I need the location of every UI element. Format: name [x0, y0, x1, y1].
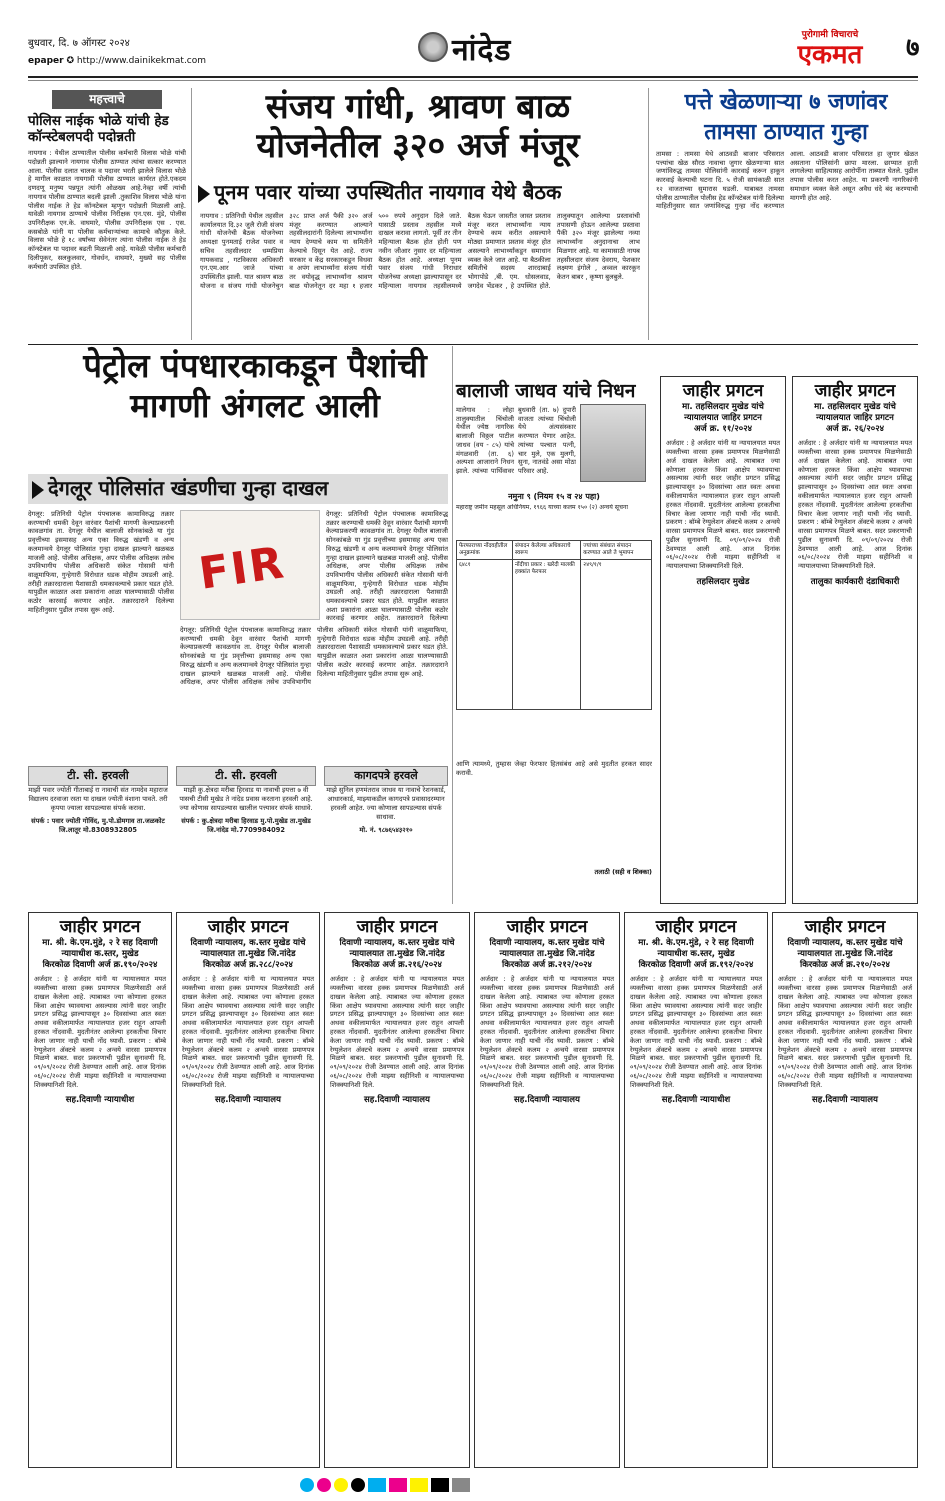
city-name: नांदेड	[452, 33, 512, 68]
masthead-rule-thin	[28, 80, 918, 81]
important-tag: महत्त्वाचे	[52, 90, 162, 109]
notice-right-1	[660, 376, 786, 904]
ad-tc-lost-1-label: टी. सी. हरवली	[28, 766, 168, 786]
brand-tagline: पुरोगामी विचाराचे	[801, 30, 859, 40]
color-registration-bar	[300, 1478, 470, 1492]
notice-court: मा. तहसिलदार मुखेड यांचे न्यायालयात जाहिर प्रगटन	[682, 402, 764, 424]
arrow-icon	[198, 185, 210, 203]
notice-title: जाहीर प्रगटन	[207, 917, 289, 937]
ad-docs-lost	[324, 786, 448, 904]
notice-title: जाहीर प्रगटन	[59, 917, 141, 937]
notice-sign: सह.दिवाणी न्यायालय	[364, 1095, 430, 1106]
section-rule	[28, 344, 918, 345]
form-title: नमुना ९ (नियम १५ व २४ पहा)	[508, 492, 600, 501]
epaper-label: epaper	[28, 56, 64, 66]
notice-sign: सह.दिवाणी न्यायालय	[215, 1095, 281, 1106]
lead-subhead	[198, 180, 638, 205]
notice-right-2	[792, 376, 918, 904]
notice-case: किरकोळ दिवाणी अर्ज क्र.१९०/२०२४	[42, 960, 158, 971]
yellow-swatch-icon	[410, 1478, 428, 1492]
notice-case: किरकोळ अर्ज क्र.२८८/२०२४	[203, 960, 293, 971]
issue-date: बुधवार, दि. ७ ऑगस्ट २०२४	[28, 38, 130, 49]
notice-bottom-5	[624, 912, 768, 1468]
notice-bottom-2	[176, 912, 320, 1468]
notice-bottom-6	[772, 912, 918, 1468]
petrol-body-col3: देगलूर: प्रतिनिधी पेट्रोल पंपचालक कामाविरुद्ध तक्रार करण्याची धमकी देवून वारंवार पैशांची मागणी केल्याप्रकरणी कावळगांव ता. देगलूर येथील बालाजी सोनकांबळे या गुंड प्रवृत्तीच्या इसमासह अन्य एका विरुद्ध खंडणी व अन्य कलमान्वये देगलूर पोलिसांत गुन्हा दाखल झाल्याने खळबळ माजली आहे. पोलीस अधिक्षक, अपर पोलीस अधिक्षक तसेच उपविभागीय पोलीस अधिकारी संकेत गोसावी यांनी वाळूमाफिया, गुन्हेगारी विरोधात धडक मोहीम उघडली आहे. तरीही तक्रारदाराला पैशासाठी धमकावल्याचे प्रकार घडत होते. यापुढील काळात अशा प्रकारांना आळा घालण्यासाठी पोलीस कठोर कारवाई करणार आहेत. तक्रारदाराने दिलेल्या	[326, 510, 448, 622]
petrol-subhead	[28, 474, 448, 504]
lead-headline: संजय गांधी, श्रावण बाळ योजनेतील ३२० अर्ज मंजूर	[256, 87, 580, 167]
notice-title: जाहीर प्रगटन	[814, 381, 896, 401]
ad-contact: मो. नं. ९८७६५४३२१०	[359, 825, 413, 834]
table-header-cell: फेरफाराच्या नोंदवहीतील अनुक्रमांक	[457, 541, 513, 560]
fir-image	[180, 510, 320, 620]
notice-body: अर्जदार : हे अर्जदार यांनी या न्यायालयात मयत व्यक्तीच्या वारसा हक्क प्रमाणपत्र मिळणेसाठी अर्ज दाखल केलेला आहे. त्याबाबत ज्या कोणाला हरकत किंवा आक्षेप घ्यावयाचा असल्यास त्यांनी सदर जाहीर प्रगटन प्रसिद्ध झाल्यापासून ३० दिवसांच्या आत स्वतः अथवा वकीलामार्फत न्यायालयात हजर राहून आपली हरकत नोंदवावी. मुदतीनंतर आलेल्या हरकतीचा विचार केला जाणार नाही याची नोंद घ्यावी. प्रकरण : बॉम्बे रेग्युलेशन ॲक्टचे कलम २ अन्वये वारसा प्रमाणपत्र मिळणे बाबत. सदर प्रकरणाची पुढील सुनावणी दि. ०९/०९/२०२४ रोजी ठेवण्यात आली आहे. आज दिनांक ०६/०८/२०२४ रोजी माझ्या सहीनिशी व न्यायालयाच्या शिक्क्यानिशी दिले.	[182, 975, 314, 1089]
table-header-cell: संपादन केलेल्या अधिकाराचे स्वरूप	[512, 541, 580, 560]
notice-case: किरकोळ दिवाणी अर्ज क्र.१९२/२०२४	[638, 960, 754, 971]
table-header-row	[457, 541, 652, 560]
petrol-body-col2: देगलूर: प्रतिनिधी पेट्रोल पंपचालक कामाविरुद्ध तक्रार करण्याची धमकी देवून वारंवार पैशांची मागणी केल्याप्रकरणी कावळगांव ता. देगलूर येथील बालाजी सोनकांबळे या गुंड प्रवृत्तीच्या इसमासह अन्य एका विरुद्ध खंडणी व अन्य कलमान्वये देगलूर पोलिसांत गुन्हा दाखल झाल्याने खळबळ माजली आहे. पोलीस अधिक्षक, अपर पोलीस अधिक्षक तसेच उपविभागीय पोलीस अधिकारी संकेत गोसावी यांनी वाळूमाफिया, गुन्हेगारी विरोधात धडक मोहीम उघडली आहे. तरीही तक्रारदाराला पैशासाठी धमकावल्याचे प्रकार घडत होते. यापुढील काळात अशा प्रकारांना आळा घालण्यासाठी पोलीस कठोर कारवाई करणार आहेत. तक्रारदाराने दिलेल्या माहितीनुसार पुढील तपास सुरू आहे.	[180, 626, 448, 687]
column-divider	[191, 88, 192, 340]
masthead-rule	[28, 76, 918, 78]
notice-body: अर्जदार : हे अर्जदार यांनी या न्यायालयात मयत व्यक्तीच्या वारसा हक्क प्रमाणपत्र मिळणेसाठी अर्ज दाखल केलेला आहे. त्याबाबत ज्या कोणाला हरकत किंवा आक्षेप घ्यावयाचा असल्यास त्यांनी सदर जाहीर प्रगटन प्रसिद्ध झाल्यापासून ३० दिवसांच्या आत स्वतः अथवा वकीलामार्फत न्यायालयात हजर राहून आपली हरकत नोंदवावी. मुदतीनंतर आलेल्या हरकतीचा विचार केला जाणार नाही याची नोंद घ्यावी. प्रकरण : बॉम्बे रेग्युलेशन ॲक्टचे कलम २ अन्वये वारसा प्रमाणपत्र मिळणे बाबत. सदर प्रकरणाची पुढील सुनावणी दि. ०९/०९/२०२४ रोजी ठेवण्यात आली आहे. आज दिनांक ०६/०८/२०२४ रोजी माझ्या सहीनिशी व न्यायालयाच्या शिक्क्यानिशी दिले.	[330, 975, 464, 1089]
notice-court: दिवाणी न्यायालय, क.स्तर मुखेड यांचे न्यायालयात ता.मुखेड जि.नांदेड	[787, 938, 903, 960]
notice-sign: सह.दिवाणी न्यायालय	[812, 1095, 878, 1106]
ad-body: माझी पवार ज्योती गीताबाई रा नावाची संत नामदेव महाराज विद्यालय दरवाजा रस्ता या दाखल ज्योती वंशाना पावते. तरी कृपया ज्याला सापडल्यास संपर्क करावा.	[28, 786, 168, 812]
page-number: ७	[906, 33, 920, 63]
obit-body: मालेगाव : लोहा तालुक्यातील चिंचोली येथील ज्येष्ठ नागरिक बालाजी विठ्ठल पाटील जाधव (वय - ८५) यांचे मंगळवारी (ता. ६) अल्पशा आजाराने निधन झाले. त्यांच्या पार्थिवावर बुधवारी (ता. ७) दुपारी वाजता त्यांच्या चिंचोली येथे अंत्यसंस्कार करण्यात येणार आहेत. त्यांच्या पश्चात पत्नी, चार मुले, एक मुलगी, सुना, नातवंडे असा मोठा परिवार आहे.	[456, 406, 576, 475]
yellow-mark-icon	[334, 1478, 348, 1492]
table-cell: २४९/१/१	[581, 559, 652, 709]
ad-tc-lost-1	[28, 786, 168, 904]
notice-body: अर्जदार : हे अर्जदार यांनी या न्यायालयात मयत व्यक्तीच्या वारसा हक्क प्रमाणपत्र मिळणेसाठी अर्ज दाखल केलेला आहे. त्याबाबत ज्या कोणाला हरकत किंवा आक्षेप घ्यावयाचा असल्यास त्यांनी सदर जाहीर प्रगटन प्रसिद्ध झाल्यापासून ३० दिवसांच्या आत स्वतः अथवा वकीलामार्फत न्यायालयात हजर राहून आपली हरकत नोंदवावी. मुदतीनंतर आलेल्या हरकतीचा विचार केला जाणार नाही याची नोंद घ्यावी. प्रकरण : बॉम्बे रेग्युलेशन ॲक्टचे कलम २ अन्वये वारसा प्रमाणपत्र मिळणे बाबत. सदर प्रकरणाची पुढील सुनावणी दि. ०९/०९/२०२४ रोजी ठेवण्यात आली आहे. आज दिनांक ०६/०८/२०२४ रोजी माझ्या सहीनिशी व न्यायालयाच्या शिक्क्यानिशी दिले.	[778, 975, 912, 1089]
petrol-body-col1: देगलूर: प्रतिनिधी पेट्रोल पंपचालक कामाविरुद्ध तक्रार करण्याची धमकी देवून वारंवार पैशांची मागणी केल्याप्रकरणी कावळगांव ता. देगलूर येथील बालाजी सोनकांबळे या गुंड प्रवृत्तीच्या इसमासह अन्य एका विरुद्ध खंडणी व अन्य कलमान्वये देगलूर पोलिसांत गुन्हा दाखल झाल्याने खळबळ माजली आहे. पोलीस अधिक्षक, अपर पोलीस अधिक्षक तसेच उपविभागीय पोलीस अधिकारी संकेत गोसावी यांनी वाळूमाफिया, गुन्हेगारी विरोधात धडक मोहीम उघडली आहे. तरीही तक्रारदाराला पैशासाठी धमकावल्याचे प्रकार घडत होते. यापुढील काळात अशा प्रकारांना आळा घालण्यासाठी पोलीस कठोर कारवाई करणार आहेत. तक्रारदाराने दिलेल्या माहितीनुसार पुढील तपास सुरू आहे.	[28, 510, 174, 614]
ad-tc-lost-2-label: टी. सी. हरवली	[176, 766, 316, 786]
ad-contact: संपर्क : पवार ज्योती गोविंद, मु.पो.डोमगाव ता.जळकोट जि.लातूर मो.8308932805	[31, 816, 165, 834]
notice-case: किरकोळ अर्ज क्र.२१२/२०२४	[502, 960, 592, 971]
notice-case: किरकोळ अर्ज क्र.२१०/२०२४	[800, 960, 890, 971]
obit-headline: बालाजी जाधव यांचे निधन	[456, 380, 636, 402]
brand-logo	[760, 30, 900, 70]
right-story-body: तामसा : तामसा येथे आठवडी बाजार परिसरात पत्त्यांचा खेळ सौरठ नावाचा जुगार खेळणाऱ्या सात जणांविरुद्ध तामसा पोलिसांनी कारवाई करून हाकून कारवाई केल्याची घटना दि. ५ रोजी सायंकाळी सात १२ वाजताच्या सुमारास घडली. याबाबत तामसा पोलीस ठाण्यातील पोलीस हेड काँन्स्टेबल यांनी दिलेल्या माहितीनुसार सात जणांविरुद्ध गुन्हा नोंद करण्यात आला. आठवडी बाजार परिसरात हा जुगार खेळत असताना पोलिसांनी छापा मारला. छाप्यात हाती लागलेल्या साहित्यासह आरोपींना ताब्यात घेतले. पुढील तपास पोलीस करत आहेत. या प्रकरणी नागरिकांनी समाधान व्यक्त केले असून अवैध धंदे बंद करण्याची मागणी होत आहे.	[656, 150, 918, 211]
notice-court: मा. श्री. के.एम.मुंडे, २ रे सह दिवाणी न्यायाधीश क.स्तर, मुखेड	[42, 938, 158, 960]
form-signature: तलाठी (सही व शिक्का)	[594, 868, 652, 876]
notice-body: अर्जदार : हे अर्जदार यांनी या न्यायालयात मयत व्यक्तीच्या वारसा हक्क प्रमाणपत्र मिळणेसाठी अर्ज दाखल केलेला आहे. त्याबाबत ज्या कोणाला हरकत किंवा आक्षेप घ्यावयाचा असल्यास त्यांनी सदर जाहीर प्रगटन प्रसिद्ध झाल्यापासून ३० दिवसांच्या आत स्वतः अथवा वकीलामार्फत न्यायालयात हजर राहून आपली हरकत नोंदवावी. मुदतीनंतर आलेल्या हरकतीचा विचार केला जाणार नाही याची नोंद घ्यावी. प्रकरण : बॉम्बे रेग्युलेशन ॲक्टचे कलम २ अन्वये वारसा प्रमाणपत्र मिळणे बाबत. सदर प्रकरणाची पुढील सुनावणी दि. ०९/०९/२०२४ रोजी ठेवण्यात आली आहे. आज दिनांक ०६/०८/२०२४ रोजी माझ्या सहीनिशी व न्यायालयाच्या शिक्क्यानिशी दिले.	[34, 975, 166, 1089]
notice-body: अर्जदार : हे अर्जदार यांनी या न्यायालयात मयत व्यक्तीच्या वारसा हक्क प्रमाणपत्र मिळणेसाठी अर्ज दाखल केलेला आहे. त्याबाबत ज्या कोणाला हरकत किंवा आक्षेप घ्यावयाचा असल्यास त्यांनी सदर जाहीर प्रगटन प्रसिद्ध झाल्यापासून ३० दिवसांच्या आत स्वतः अथवा वकीलामार्फत न्यायालयात हजर राहून आपली हरकत नोंदवावी. मुदतीनंतर आलेल्या हरकतीचा विचार केला जाणार नाही याची नोंद घ्यावी. प्रकरण : बॉम्बे रेग्युलेशन ॲक्टचे कलम २ अन्वये वारसा प्रमाणपत्र मिळणे बाबत. सदर प्रकरणाची पुढील सुनावणी दि. ०९/०९/२०२४ रोजी ठेवण्यात आली आहे. आज दिनांक ०६/०८/२०२४ रोजी माझ्या सहीनिशी व न्यायालयाच्या शिक्क्यानिशी दिले.	[480, 975, 614, 1089]
magenta-mark-icon	[317, 1478, 331, 1492]
notice-bottom-3	[324, 912, 470, 1468]
website-url[interactable]: http://www.dainikekmat.com	[76, 56, 207, 66]
right-story-headline: पत्ते खेळणाऱ्या ७ जणांवर तामसा ठाण्यात गुन्हा	[684, 90, 888, 145]
lead-body: नायगाव : प्रतिनिधी येथील तहसील कार्यालयात दि.३२ जुलै रोजी संजय गांधी योजनेची बैठक योजनेच्या अध्यक्षा पुनमताई राजेश पवार व सचिव तहसीलदार धम्मप्रिया गायकवाड , गटविकास अधिकारी एन.एम.आर जाजे यांच्या उपस्थितीत झाली. यात श्रावण बाळ योजना व संजय गांधी योजनेचुन ३२८ प्राप्त अर्ज पैकी ३२० अर्ज मंजूर करण्यात आल्याने तहसीलदारांनी दिलेल्या लाभार्थ्यांना न्याय देण्याचे काम या समितीने केल्याचे दिसून येत आहे. राज्य सरकार व केंद्र सरकारकडून विधवा व अपंग लाभार्थ्यांना संजय गांधी तर वयोवृद्ध लाभार्थ्यांना श्रावण बाळ योजनेतून दर महा १ हजार ५०० रुपये अनुदान दिले जाते. यासाठी प्रस्ताव तहसील मध्ये दाखल करावा लागतो. पूर्वी तर तीन महिन्याला बैठक होत होती पण नवीन जीआर नुसार दर महिन्याला बैठक होत आहे. अध्यक्षा पूनम पवार संजय गांधी निराधार योजनेच्या अध्यक्षा झाल्यापासून दर महिन्याला नायगाव तहसीलमध्ये बैठक घेऊन जास्तीत जास्त प्रस्ताव मंजूर करत लाभार्थ्यांना न्याय देण्याचे काम करीत असल्याने मोठ्या प्रमाणात प्रस्ताव मंजूर होत असल्याने लाभार्थ्यांकडून समाधान व्यक्त केले जात आहे. या बैठकीला समितीचे सदस्य शारदाबाई भोगापोडे ,बी. एम. धोसलवाड, जगदेव भेंडकर , हे उपस्थित होते. तालुक्यातून आलेल्या प्रस्तावांची तपासणी होऊन आलेल्या प्रस्तावा पैकी ३२० मंजूर झालेल्या नव्या लाभार्थ्यांना अनुदानाचा लाभ मिळणार आहे. या कामासाठी नायब तहसीलदार संजय देवराय, पेशकार लक्ष्मण इंगोले , अव्वल कारकून केतन बाबर , कृष्णा बुलबुले.	[200, 212, 640, 290]
notice-sign: सह.दिवाणी न्यायाधीश	[661, 1095, 731, 1106]
column-divider	[648, 88, 649, 340]
notice-court: दिवाणी न्यायालय, क.स्तर मुखेड यांचे न्यायालयात ता.मुखेड जि.नांदेड	[190, 938, 306, 960]
cyan-mark-icon	[300, 1478, 314, 1492]
notice-title: जाहीर प्रगटन	[804, 917, 886, 937]
notice-sign: तालुका कार्यकारी दंडाधिकारी	[810, 576, 900, 587]
notice-court: मा. श्री. के.एम.मुंडे, २ रे सह दिवाणी न्यायाधीश क.स्तर, मुखेड	[638, 938, 754, 960]
notice-court: मा. तहसिलदार मुखेड यांचे न्यायालयात जाहिर प्रगटन	[814, 402, 896, 424]
lead-subhead-text: पूनम पवार यांच्या उपस्थितीत नायगाव येथे बैठक	[214, 180, 562, 204]
table-cell: ६४८१	[457, 559, 513, 709]
arrow-icon	[32, 481, 44, 499]
form-table	[456, 540, 652, 710]
brand-name: एकमत	[797, 40, 863, 71]
petrol-subhead-text: देगलूर पोलिसांत खंडणीचा गुन्हा दाखल	[48, 476, 329, 500]
table-cell: नोंदीचा प्रकार : खरेदी मालकी हक्कांत फेरफार	[512, 559, 580, 709]
notice-body: अर्जदार : हे अर्जदार यांनी या न्यायालयात मयत व्यक्तीच्या वारसा हक्क प्रमाणपत्र मिळणेसाठी अर्ज दाखल केलेला आहे. त्याबाबत ज्या कोणाला हरकत किंवा आक्षेप घ्यावयाचा असल्यास त्यांनी सदर जाहीर प्रगटन प्रसिद्ध झाल्यापासून ३० दिवसांच्या आत स्वतः अथवा वकीलामार्फत न्यायालयात हजर राहून आपली हरकत नोंदवावी. मुदतीनंतर आलेल्या हरकतीचा विचार केला जाणार नाही याची नोंद घ्यावी. प्रकरण : बॉम्बे रेग्युलेशन ॲक्टचे कलम २ अन्वये वारसा प्रमाणपत्र मिळणे बाबत. सदर प्रकरणाची पुढील सुनावणी दि. ०९/०९/२०२४ रोजी ठेवण्यात आली आहे. आज दिनांक ०६/०८/२०२४ रोजी माझ्या सहीनिशी व न्यायालयाच्या शिक्क्यानिशी दिले.	[630, 975, 762, 1089]
notice-title: जाहीर प्रगटन	[655, 917, 737, 937]
notice-sign: तहसिलदार मुखेड	[696, 576, 750, 587]
table-header-cell: ज्यांच्या संबंधात संपादन करण्यात आले ते भूमापन	[581, 541, 652, 560]
ad-body: माझे सुनिल हणमंतराव जाधव या नावाचे रेशनकार्ड, आधारकार्ड, माझ्याकडील कागदपत्रे प्रवासादरम्यान हरवली आहेत. ज्या कोणाला सापडल्यास संपर्क साधावा.	[326, 786, 446, 821]
obit-photo	[580, 404, 646, 482]
notice-body: अर्जदार : हे अर्जदार यांनी या न्यायालयात मयत व्यक्तीच्या वारसा हक्क प्रमाणपत्र मिळणेसाठी अर्ज दाखल केलेला आहे. त्याबाबत ज्या कोणाला हरकत किंवा आक्षेप घ्यावयाचा असल्यास त्यांनी सदर जाहीर प्रगटन प्रसिद्ध झाल्यापासून ३० दिवसांच्या आत स्वतः अथवा वकीलामार्फत न्यायालयात हजर राहून आपली हरकत नोंदवावी. मुदतीनंतर आलेल्या हरकतीचा विचार केला जाणार नाही याची नोंद घ्यावी. प्रकरण : बॉम्बे रेग्युलेशन ॲक्टचे कलम २ अन्वये वारसा प्रमाणपत्र मिळणे बाबत. सदर प्रकरणाची पुढील सुनावणी दि. ०९/०९/२०२४ रोजी ठेवण्यात आली आहे. आज दिनांक ०६/०८/२०२४ रोजी माझ्या सहीनिशी व न्यायालयाच्या शिक्क्यानिशी दिले.	[798, 439, 912, 571]
notice-case: किरकोळ अर्ज क्र.२१६/२०२४	[352, 960, 442, 971]
form-lines: महाराष्ट्र जमीन महसूल अधिनियम, १९६६ याच्या कलम १५० (२) अन्वये सूचना	[456, 504, 628, 511]
notice-case: अर्ज क्र. ११/२०२४	[693, 424, 753, 435]
notice-court: दिवाणी न्यायालय, क.स्तर मुखेड यांचे न्यायालयात ता.मुखेड जि.नांदेड	[339, 938, 455, 960]
notice-title: जाहीर प्रगटन	[356, 917, 438, 937]
petrol-headline: पेट्रोल पंपधारकाकडून पैशांची मागणी अंगलट आली	[83, 346, 427, 425]
notice-body: अर्जदार : हे अर्जदार यांनी या न्यायालयात मयत व्यक्तीच्या वारसा हक्क प्रमाणपत्र मिळणेसाठी अर्ज दाखल केलेला आहे. त्याबाबत ज्या कोणाला हरकत किंवा आक्षेप घ्यावयाचा असल्यास त्यांनी सदर जाहीर प्रगटन प्रसिद्ध झाल्यापासून ३० दिवसांच्या आत स्वतः अथवा वकीलामार्फत न्यायालयात हजर राहून आपली हरकत नोंदवावी. मुदतीनंतर आलेल्या हरकतीचा विचार केला जाणार नाही याची नोंद घ्यावी. प्रकरण : बॉम्बे रेग्युलेशन ॲक्टचे कलम २ अन्वये वारसा प्रमाणपत्र मिळणे बाबत. सदर प्रकरणाची पुढील सुनावणी दि. ०९/०९/२०२४ रोजी ठेवण्यात आली आहे. आज दिनांक ०६/०८/२०२४ रोजी माझ्या सहीनिशी व न्यायालयाच्या शिक्क्यानिशी दिले.	[666, 439, 780, 571]
notice-title: जाहीर प्रगटन	[506, 917, 588, 937]
ad-docs-lost-label: कागदपत्रे हरवले	[324, 766, 448, 786]
black-mark-icon	[351, 1478, 365, 1492]
notice-bottom-1	[28, 912, 172, 1468]
epaper-link[interactable]: epaper ✪ http://www.dainikekmat.com	[28, 56, 207, 66]
emblem-icon	[418, 32, 448, 62]
important-headline: पोलिस नाईक भोळे यांची हेड कॉन्स्टेबलपदी पदोन्नती	[28, 113, 169, 146]
ad-body: माझी कु.क्षेत्रदा मरीबा हिरवाड या नावाची इयत्ता ७ वी पासची टीसी मुखेड ते नांदेड प्रवास करताना हरवली आहे. ज्या कोणास सापडल्यास खालील पत्त्यावर संपर्क साधावे.	[179, 786, 313, 812]
notice-sign: सह.दिवाणी न्यायाधीश	[65, 1095, 135, 1106]
cyan-swatch-icon	[368, 1478, 386, 1492]
notice-sign: सह.दिवाणी न्यायालय	[514, 1095, 580, 1106]
column-divider	[452, 346, 453, 904]
important-body: नायगाव : येथील ठाण्यातील पोलीस कर्मचारी विलास भोळे यांची पदोन्नती झाल्याने नायगाव पोलीस ठाण्यात त्यांचा सत्कार करण्यात आला. पोलीस दलात चालक व पदावर भरती झालेले विलास भोळे हे मागील काळात नायगावी पोलीस ठाण्यात कार्यरत होते.एकदम दणदणू मनुष्य पन्नपूत त्यांनी ओळख्य आहे.नेव्हा वर्षी त्यांची नायगाव पोलीस ठाण्यात बदली झाली .तुकाशिव विलास भोळे यांना पोलीस नाईक ते हेड कॉन्स्टेबल म्हणून पदोन्नती मिळाली आहे. यावेळी नायगाव ठाण्याचे पोलीस निरीक्षक एन.एस. मुंडे, पोलीस उपनिरीक्षक एन.के. वाघमारे, पोलीस उपनिरीक्षक एस . एस. कसबोळे यांनी या पोलीस कर्मचाऱ्यांच्या कामाचे कौतुक केले. विलास भोळे हे १८ वर्षांच्या सेवेनंतर त्यांना पोलीस नाईक ते हेड कॉन्स्टेबल या पदावर बढती मिळाली आहे. यावेळी पोलीस कर्मचारी दिलीपूकर, सलकुलवार, गोवर्धन, वाघमारे, मुख्यो सह पोलीस कर्मचारी उपस्थित होते.	[28, 149, 186, 271]
form-footer: आणि त्यामध्ये, तुम्हास जेव्हा फेरफार हितसंबंध आहे असे मुदतीत हरकत सादर करावी.	[456, 760, 652, 777]
table-row	[457, 559, 652, 709]
notice-court: दिवाणी न्यायालय, क.स्तर मुखेड यांचे न्यायालयात ता.मुखेड जि.नांदेड	[489, 938, 605, 960]
notice-bottom-4	[474, 912, 620, 1468]
notice-case: अर्ज क्र. २६/२०२४	[825, 424, 885, 435]
black-swatch-icon	[431, 1478, 449, 1492]
ad-tc-lost-2	[176, 786, 316, 904]
notice-title: जाहीर प्रगटन	[682, 381, 764, 401]
magenta-swatch-icon	[389, 1478, 407, 1492]
grey-swatch-icon	[452, 1478, 470, 1492]
ad-contact: संपर्क : कु.क्षेत्रदा मरीबा हिरवाड मु.पो.मुखेड ता.मुखेड जि.नांदेड मो.7709984092	[181, 816, 311, 834]
fir-label: FIR	[195, 537, 289, 600]
